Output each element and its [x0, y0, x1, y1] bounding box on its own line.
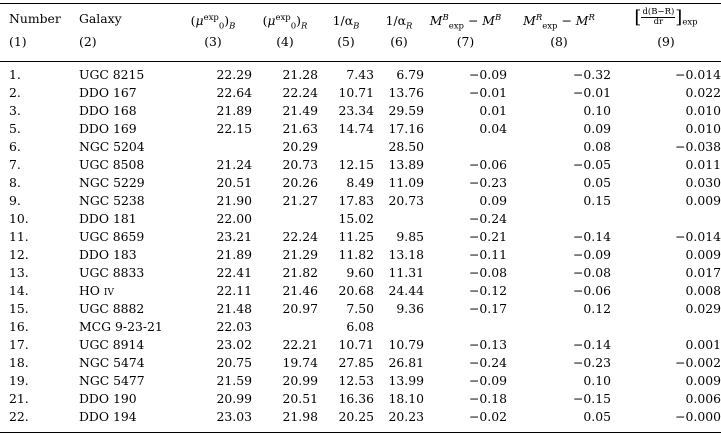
inv-alpha-r-value: 18.10	[388, 390, 424, 406]
color-gradient-value: −0.000	[675, 408, 721, 424]
delta-m-b-value: −0.09	[469, 66, 507, 82]
mu0-b-value: 21.48	[216, 300, 252, 316]
column-number: (8)	[550, 34, 568, 49]
mu0-r-value: 22.24	[282, 84, 318, 100]
inv-alpha-b-value: 7.50	[346, 300, 374, 316]
delta-m-b-value: −0.11	[469, 246, 507, 262]
color-gradient-value: 0.022	[685, 84, 721, 100]
column-number: (7)	[456, 34, 475, 49]
header-row	[0, 0, 721, 31]
delta-m-b-value	[424, 317, 507, 335]
color-gradient-value	[611, 209, 721, 227]
mu0-r-value: 20.29	[282, 138, 318, 154]
galaxy-name: UGC 8508	[79, 156, 145, 172]
galaxy-name: UGC 8914	[79, 336, 145, 352]
column-number-row	[0, 31, 721, 59]
inv-alpha-r-value: 10.79	[388, 336, 424, 352]
column-number: (4)	[276, 34, 294, 49]
inv-alpha-b-value: 12.53	[338, 372, 374, 388]
delta-m-b-value: −0.24	[469, 210, 507, 226]
inv-alpha-b-value: 10.71	[338, 84, 374, 100]
inv-alpha-r-value: 20.23	[388, 408, 424, 424]
table-row	[0, 101, 721, 119]
galaxy-name: MCG 9-23-21	[79, 318, 163, 334]
color-gradient-value: 0.029	[685, 300, 721, 316]
mu0-b-value: 20.75	[216, 354, 252, 370]
inv-alpha-b-value: 14.74	[338, 120, 374, 136]
mu0-b-value: 22.00	[216, 210, 252, 226]
mu0-r-value: 21.63	[282, 120, 318, 136]
delta-m-r-value: −0.01	[573, 84, 611, 100]
galaxy-name: UGC 8659	[79, 228, 145, 244]
delta-m-b-value: −0.17	[469, 300, 507, 316]
delta-m-b-value: −0.02	[469, 408, 507, 424]
mu0-r-value: 20.97	[282, 300, 318, 316]
delta-m-b-value: −0.21	[469, 228, 507, 244]
inv-alpha-b-value: 17.83	[338, 192, 374, 208]
row-number: 22.	[9, 408, 29, 424]
row-number: 6.	[9, 138, 21, 154]
inv-alpha-r-value: 29.59	[388, 102, 424, 118]
inv-alpha-r-value: 9.36	[396, 300, 424, 316]
column-number: (6)	[390, 34, 408, 49]
table-row	[0, 299, 721, 317]
table-row	[0, 173, 721, 191]
column-number: (9)	[657, 34, 675, 49]
inv-alpha-r-value: 11.09	[388, 174, 424, 190]
galaxy-name: NGC 5238	[79, 192, 145, 208]
delta-m-r-value: 0.12	[583, 300, 611, 316]
galaxy-name: NGC 5229	[79, 174, 145, 190]
mu0-r-value: 20.99	[282, 372, 318, 388]
color-gradient-value: −0.014	[675, 228, 721, 244]
table-row	[0, 353, 721, 371]
row-number: 13.	[9, 264, 29, 280]
color-gradient-value: −0.002	[675, 354, 721, 370]
mu0-r-value: 21.28	[282, 66, 318, 82]
table-row	[0, 407, 721, 425]
mu0-b-value: 22.29	[216, 66, 252, 82]
galaxy-name: DDO 169	[79, 120, 137, 136]
color-gradient-value: 0.006	[685, 390, 721, 406]
inv-alpha-r-value: 24.44	[388, 282, 424, 298]
row-number: 1.	[9, 66, 21, 82]
mu0-b-value: 22.15	[216, 120, 252, 136]
mu0-b-value: 22.03	[216, 318, 252, 334]
delta-m-r-value: −0.08	[573, 264, 611, 280]
mu0-r-value: 21.82	[282, 264, 318, 280]
row-number: 18.	[9, 354, 29, 370]
table-row	[0, 227, 721, 245]
delta-m-r-value: −0.15	[573, 390, 611, 406]
inv-alpha-r-value: 13.89	[388, 156, 424, 172]
delta-m-r-value: 0.09	[583, 120, 611, 136]
table-row	[0, 245, 721, 263]
mu0-b-value: 22.11	[216, 282, 252, 298]
table-row	[0, 191, 721, 209]
galaxy-name: DDO 194	[79, 408, 137, 424]
delta-m-r-value: 0.15	[583, 192, 611, 208]
inv-alpha-r-value: 9.85	[396, 228, 424, 244]
delta-m-r-value	[507, 317, 611, 335]
delta-m-b-value: −0.01	[469, 84, 507, 100]
table-row	[0, 65, 721, 83]
galaxy-name: NGC 5204	[79, 138, 145, 154]
galaxy-name: UGC 8833	[79, 264, 145, 280]
mu0-b-value: 22.41	[216, 264, 252, 280]
delta-m-r-value: −0.05	[573, 156, 611, 172]
delta-m-b-value	[424, 137, 507, 155]
inv-alpha-r-value: 13.76	[388, 84, 424, 100]
inv-alpha-r-value: 13.99	[388, 372, 424, 388]
row-number: 5.	[9, 120, 21, 136]
delta-m-b-value: −0.06	[469, 156, 507, 172]
color-gradient-value: 0.011	[685, 156, 721, 172]
galaxy-name: DDO 190	[79, 390, 137, 406]
color-gradient-value: 0.008	[685, 282, 721, 298]
mu0-r-value	[252, 209, 318, 227]
galaxy-name: DDO 181	[79, 210, 137, 226]
color-gradient-value: 0.017	[685, 264, 721, 280]
row-number: 9.	[9, 192, 21, 208]
mu0-r-value: 20.73	[282, 156, 318, 172]
inv-alpha-b-value: 9.60	[346, 264, 374, 280]
row-number: 3.	[9, 102, 21, 118]
mu0-b-value: 21.59	[216, 372, 252, 388]
inv-alpha-r-value: 6.79	[396, 66, 424, 82]
mu0-r-value: 20.26	[282, 174, 318, 190]
mu0-r-value: 19.74	[282, 354, 318, 370]
inv-alpha-b-value: 27.85	[338, 354, 374, 370]
galaxy-name: HO iv	[79, 282, 114, 298]
delta-m-r-value: −0.14	[573, 228, 611, 244]
mu0-b-value	[174, 137, 252, 155]
inv-alpha-r-value: 13.18	[388, 246, 424, 262]
delta-m-b-value: 0.04	[479, 120, 507, 136]
row-number: 10.	[9, 210, 29, 226]
delta-m-b-value: 0.09	[479, 192, 507, 208]
inv-alpha-b-value: 11.82	[338, 246, 374, 262]
color-gradient-value: 0.009	[685, 192, 721, 208]
mu0-b-value: 20.99	[216, 390, 252, 406]
header-delta-m-b: $M^B_{exp} - M^B$	[429, 12, 502, 31]
inv-alpha-b-value: 15.02	[338, 210, 374, 226]
delta-m-b-value: 0.01	[479, 102, 507, 118]
color-gradient-value	[611, 317, 721, 335]
delta-m-r-value: 0.10	[583, 102, 611, 118]
table-row	[0, 119, 721, 137]
delta-m-r-value: −0.09	[573, 246, 611, 262]
inv-alpha-r-value: 11.31	[388, 264, 424, 280]
table-row	[0, 317, 721, 335]
table-row	[0, 335, 721, 353]
table-row	[0, 209, 721, 227]
inv-alpha-b-value: 6.08	[346, 318, 374, 334]
table-row	[0, 155, 721, 173]
table-row	[0, 371, 721, 389]
table-row	[0, 281, 721, 299]
inv-alpha-b-value: 8.49	[346, 174, 374, 190]
mu0-r-value: 21.46	[282, 282, 318, 298]
mu0-b-value: 23.02	[216, 336, 252, 352]
row-number: 2.	[9, 84, 21, 100]
column-number: (1)	[9, 34, 27, 49]
header-galaxy: Galaxy	[79, 11, 122, 26]
inv-alpha-b-value: 7.43	[346, 66, 374, 82]
delta-m-r-value: −0.32	[573, 66, 611, 82]
delta-m-b-value: −0.18	[469, 390, 507, 406]
delta-m-r-value: −0.14	[573, 336, 611, 352]
header-inv-alpha-r: $1/\alpha_R$	[385, 13, 413, 31]
inv-alpha-b-value: 12.15	[338, 156, 374, 172]
mu0-b-value: 20.51	[216, 174, 252, 190]
table-row	[0, 389, 721, 407]
delta-m-r-value: −0.23	[573, 354, 611, 370]
color-gradient-value: 0.009	[685, 372, 721, 388]
color-gradient-value: −0.014	[675, 66, 721, 82]
mu0-b-value: 21.90	[216, 192, 252, 208]
table-row	[0, 263, 721, 281]
delta-m-r-value: 0.05	[583, 174, 611, 190]
delta-m-b-value: −0.24	[469, 354, 507, 370]
mu0-r-value: 20.51	[282, 390, 318, 406]
color-gradient-value: 0.001	[685, 336, 721, 352]
color-gradient-value: 0.010	[685, 102, 721, 118]
inv-alpha-b-value: 20.25	[338, 408, 374, 424]
galaxy-name: DDO 167	[79, 84, 137, 100]
delta-m-b-value: −0.09	[469, 372, 507, 388]
row-number: 19.	[9, 372, 29, 388]
row-number: 11.	[9, 228, 29, 244]
color-gradient-value: 0.030	[685, 174, 721, 190]
mu0-r-value	[252, 317, 318, 335]
galaxy-name: NGC 5474	[79, 354, 145, 370]
delta-m-b-value: −0.08	[469, 264, 507, 280]
inv-alpha-r-value: 17.16	[388, 120, 424, 136]
row-number: 14.	[9, 282, 29, 298]
header-inv-alpha-b: $1/\alpha_B$	[332, 13, 360, 31]
row-number: 12.	[9, 246, 29, 262]
mu0-r-value: 22.21	[282, 336, 318, 352]
table-row	[0, 137, 721, 155]
inv-alpha-r-value	[374, 209, 424, 227]
column-number: (2)	[79, 34, 97, 49]
inv-alpha-r-value: 28.50	[388, 138, 424, 154]
row-number: 16.	[9, 318, 29, 334]
mu0-b-value: 22.64	[216, 84, 252, 100]
delta-m-b-value: −0.12	[469, 282, 507, 298]
delta-m-r-value: 0.05	[583, 408, 611, 424]
galaxy-name: NGC 5477	[79, 372, 145, 388]
inv-alpha-r-value: 26.81	[388, 354, 424, 370]
mu0-r-value: 21.49	[282, 102, 318, 118]
delta-m-r-value: 0.10	[583, 372, 611, 388]
galaxy-name: DDO 168	[79, 102, 137, 118]
mu0-r-value: 21.27	[282, 192, 318, 208]
row-number: 17.	[9, 336, 29, 352]
color-gradient-value: −0.038	[675, 138, 721, 154]
table-body	[0, 65, 721, 425]
mu0-b-value: 23.21	[216, 228, 252, 244]
delta-m-r-value: 0.08	[583, 138, 611, 154]
delta-m-b-value: −0.13	[469, 336, 507, 352]
galaxy-name: UGC 8215	[79, 66, 145, 82]
inv-alpha-b-value: 23.34	[338, 102, 374, 118]
inv-alpha-r-value: 20.73	[388, 192, 424, 208]
table-row	[0, 83, 721, 101]
header-delta-m-r: $M^R_{exp} - M^R$	[523, 12, 595, 31]
mu0-b-value: 21.24	[216, 156, 252, 172]
galaxy-name: DDO 183	[79, 246, 137, 262]
mu0-r-value: 22.24	[282, 228, 318, 244]
mu0-b-value: 21.89	[216, 246, 252, 262]
inv-alpha-b-value: 20.68	[338, 282, 374, 298]
header-mu0-r: $(\mu^{exp}_0)_R$	[262, 12, 308, 31]
row-number: 7.	[9, 156, 21, 172]
row-number: 8.	[9, 174, 21, 190]
galaxy-name: UGC 8882	[79, 300, 145, 316]
mu0-b-value: 23.03	[216, 408, 252, 424]
inv-alpha-b-value: 16.36	[338, 390, 374, 406]
color-gradient-value: 0.009	[685, 246, 721, 262]
mu0-b-value: 21.89	[216, 102, 252, 118]
inv-alpha-b-value	[318, 137, 374, 155]
delta-m-r-value: −0.06	[573, 282, 611, 298]
header-color-gradient: [ $\frac{d(B-R)}{dr}$ ]$_{exp}$	[634, 7, 698, 28]
delta-m-b-value: −0.23	[469, 174, 507, 190]
column-number: (3)	[204, 34, 222, 49]
bottom-rule	[0, 432, 721, 433]
row-number: 21.	[9, 390, 29, 406]
header-number: Number	[9, 11, 61, 26]
delta-m-r-value	[507, 209, 611, 227]
inv-alpha-b-value: 10.71	[338, 336, 374, 352]
color-gradient-value: 0.010	[685, 120, 721, 136]
mu0-r-value: 21.98	[282, 408, 318, 424]
header-mu0-b: $(\mu^{exp}_0)_B$	[190, 12, 236, 31]
inv-alpha-r-value	[374, 317, 424, 335]
mu0-r-value: 21.29	[282, 246, 318, 262]
row-number: 15.	[9, 300, 29, 316]
column-number: (5)	[337, 34, 355, 49]
inv-alpha-b-value: 11.25	[338, 228, 374, 244]
